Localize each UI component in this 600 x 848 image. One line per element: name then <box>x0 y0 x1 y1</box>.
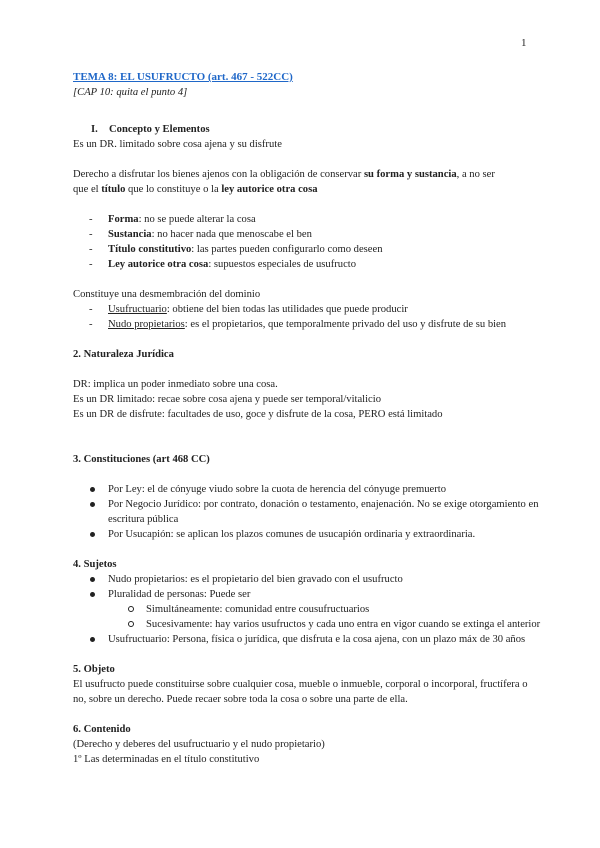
list-item <box>73 227 543 242</box>
definition-line-1 <box>73 167 543 182</box>
list-item: Por Usucapión: se aplican los plazos comunes de usucapión ordinaria y extraordinaria. <box>73 527 543 542</box>
item-term: Nudo propietarios <box>108 319 185 330</box>
section-2-line: Es un DR limitado: recae sobre cosa ajena y puede ser temporal/vitalicio <box>73 394 381 405</box>
section-1-heading <box>73 122 543 137</box>
section-4-heading: 4. Sujetos <box>73 559 117 570</box>
list-item: Usufructuario: Persona, física o jurídica, que disfruta e la cosa ajena, con un plazo máx de 30 años <box>73 632 543 647</box>
item-text: Pluralidad de personas: Puede ser <box>108 589 251 600</box>
definition-text: Derecho a disfrutar los bienes ajenos con la obligación de conservar <box>73 169 364 180</box>
constitution-list <box>73 482 543 542</box>
item-term: Ley autorice otra cosa <box>108 259 209 270</box>
list-item: Por Ley: el de cónyuge viudo sobre la cuota de herencia del cónyuge premuerto <box>73 482 543 497</box>
list-item <box>73 212 543 227</box>
list-item: Por Negocio Jurídico: por contrato, donación o testamento, enajenación. No se exige otorgamiento en escritura pública <box>73 497 543 527</box>
desmembracion-text: Constituye una desmembración del dominio <box>73 289 261 300</box>
list-item <box>73 242 543 257</box>
elements-list <box>73 212 543 272</box>
sub-list-item: Simultáneamente: comunidad entre cousufructuarios <box>108 602 543 617</box>
list-item <box>73 317 543 332</box>
document-title: TEMA 8: EL USUFRUCTO (art. 467 - 522CC) <box>73 71 293 83</box>
section-1-intro: Es un DR. limitado sobre cosa ajena y su disfrute <box>73 139 282 150</box>
item-text: : las partes pueden configurarlo como deseen <box>191 244 383 255</box>
section-1-number: I. <box>91 124 98 135</box>
definition-text: que lo constituye o la <box>125 184 222 195</box>
section-1-title: Concepto y Elementos <box>109 124 210 135</box>
section-6-heading: 6. Contenido <box>73 724 131 735</box>
list-item <box>73 302 543 317</box>
section-6-line: (Derecho y deberes del usufructuario y el nudo propietario) <box>73 739 325 750</box>
list-item <box>73 257 543 272</box>
item-term: Usufructuario <box>108 304 167 315</box>
item-text: : es el propietarios, que temporalmente privado del uso y disfrute de su bien <box>184 319 507 330</box>
item-text: : no se puede alterar la cosa <box>138 214 256 225</box>
page-number: 1 <box>521 37 527 49</box>
definition-highlight: ley autorice otra cosa <box>221 184 318 195</box>
item-text: : supuestos especiales de usufructo <box>208 259 357 270</box>
definition-text: que el <box>73 184 102 195</box>
plurality-sublist <box>108 602 543 632</box>
subjects-list <box>73 572 543 647</box>
parts-list <box>73 302 543 332</box>
definition-highlight: su forma y sustancia <box>363 169 457 180</box>
list-item <box>73 587 543 632</box>
list-item: Nudo propietarios: es el propietario del bien gravado con el usufructo <box>73 572 543 587</box>
section-6-line: 1º Las determinadas en el título constitutivo <box>73 754 260 765</box>
section-5-heading: 5. Objeto <box>73 664 115 675</box>
definition-text: , a no ser <box>456 169 495 180</box>
definition-highlight: título <box>101 184 126 195</box>
sub-list-item: Sucesivamente: hay varios usufructos y cada uno entra en vigor cuando se extinga el anterior <box>108 617 543 632</box>
item-term: Sustancia <box>108 229 152 240</box>
section-2-heading: 2. Naturaleza Jurídica <box>73 349 174 360</box>
document-subtitle: [CAP 10: quita el punto 4] <box>73 87 188 98</box>
section-2-line: Es un DR de disfrute: facultades de uso, goce y disfrute de la cosa, PERO está limitado <box>73 409 443 420</box>
document-body <box>73 70 543 767</box>
item-term: Título constitutivo <box>108 244 192 255</box>
item-term: Forma <box>108 214 139 225</box>
section-5-text: El usufructo puede constituirse sobre cualquier cosa, mueble o inmueble, corporal o incorporal, fructífera o no, sobre un derecho. Puede recaer sobre toda la cosa o sobre una parte de ella. <box>73 679 528 705</box>
item-text: : obtiene del bien todas las utilidades que puede producir <box>166 304 408 315</box>
section-2-line: DR: implica un poder inmediato sobre una cosa. <box>73 379 278 390</box>
item-text: : no hacer nada que menoscabe el ben <box>151 229 312 240</box>
definition-line-2 <box>73 182 543 197</box>
section-3-heading: 3. Constituciones (art 468 CC) <box>73 454 210 465</box>
